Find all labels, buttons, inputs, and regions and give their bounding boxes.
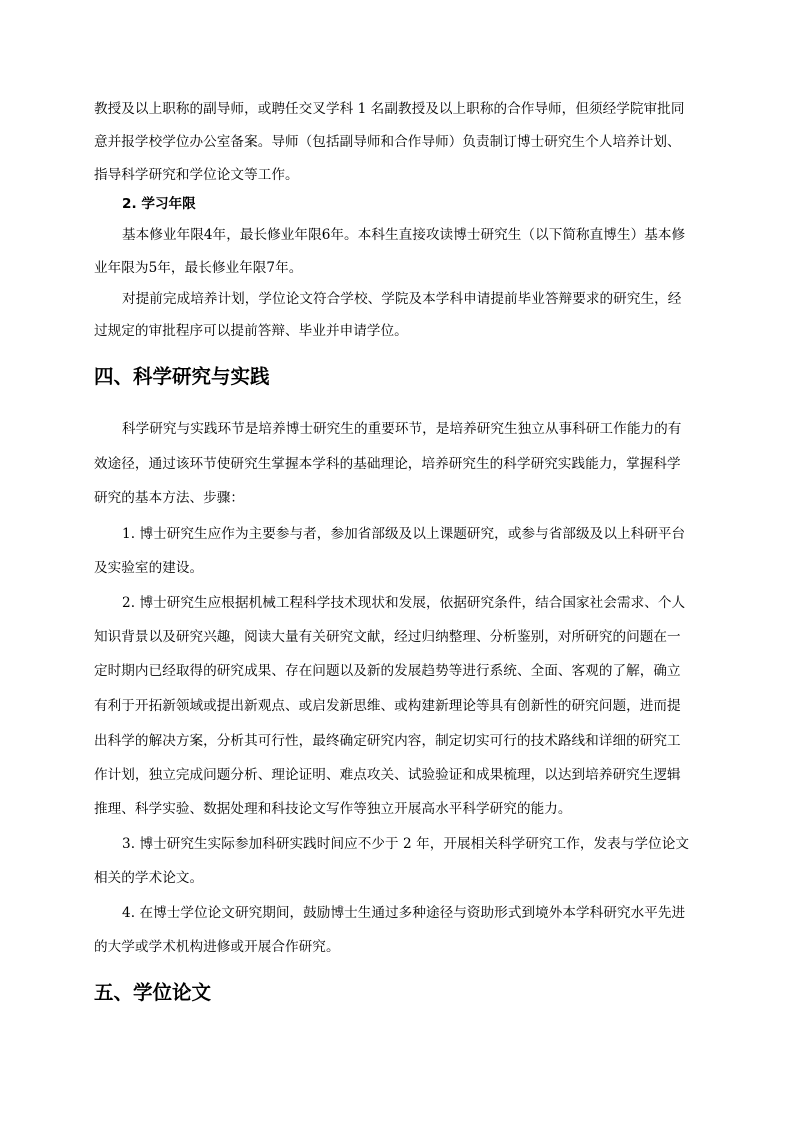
text-line: 意并报学校学位办公室备案。导师（包括副导师和合作导师）负责制订博士研究生个人培养计划、 — [94, 134, 681, 150]
text-line: 1. 博士研究生应作为主要参与者，参加省部级及以上课题研究，或参与省部级及以上科研平台 — [122, 526, 686, 542]
text-line: 3. 博士研究生实际参加科研实践时间应不少于 2 年，开展相关科学研究工作，发表与学位论文 — [122, 836, 689, 852]
text-line: 基本修业年限4年，最长修业年限6年。本科生直接攻读博士研究生（以下简称直博生）基本修 — [122, 227, 686, 243]
text-line: 2. 博士研究生应根据机械工程科学技术现状和发展，依据研究条件，结合国家社会需求、个人 — [122, 595, 686, 611]
text-line: 教授及以上职称的副导师，或聘任交叉学科 1 名副教授及以上职称的合作导师，但须经学院审批同 — [94, 101, 685, 117]
text-line: 定时期内已经取得的研究成果、存在问题以及新的发展趋势等进行系统、全面、客观的了解，确立 — [94, 663, 681, 679]
text-line: 的大学或学术机构进修或开展合作研究。 — [94, 939, 340, 955]
text-line: 出科学的解决方案，分析其可行性，最终确定研究内容，制定切实可行的技术路线和详细的研究工 — [94, 733, 681, 749]
subsection-heading-study-period: 2. 学习年限 — [122, 196, 196, 212]
text-line: 推理、科学实验、数据处理和科技论文写作等独立开展高水平科学研究的能力。 — [94, 801, 572, 817]
text-line: 业年限为5年，最长修业年限7年。 — [94, 260, 303, 276]
text-line: 作计划，独立完成问题分析、理论证明、难点攻关、试验验证和成果梳理，以达到培养研究生逻辑 — [94, 767, 681, 783]
text-line: 过规定的审批程序可以提前答辩、毕业并申请学位。 — [94, 323, 408, 339]
text-line: 研究的基本方法、步骤： — [94, 490, 245, 506]
text-line: 指导科学研究和学位论文等工作。 — [94, 167, 299, 183]
text-line: 相关的学术论文。 — [94, 870, 204, 886]
text-line: 知识背景以及研究兴趣，阅读大量有关研究文献，经过归纳整理、分析鉴别，对所研究的问题在一 — [94, 629, 681, 645]
text-line: 及实验室的建设。 — [94, 560, 204, 576]
text-line: 效途径，通过该环节使研究生掌握本学科的基础理论，培养研究生的科学研究实践能力，掌握科学 — [94, 456, 681, 472]
section-heading-research-practice: 四、科学研究与实践 — [94, 365, 270, 388]
text-line: 4. 在博士学位论文研究期间，鼓励博士生通过多种途径与资助形式到境外本学科研究水平先进 — [122, 905, 686, 921]
text-line: 有利于开拓新领域或提出新观点、或启发新思维、或构建新理论等具有创新性的研究问题，进而提 — [94, 698, 681, 714]
section-heading-dissertation: 五、学位论文 — [94, 981, 212, 1004]
text-line: 科学研究与实践环节是培养博士研究生的重要环节，是培养研究生独立从事科研工作能力的有 — [122, 421, 682, 437]
text-line: 对提前完成培养计划，学位论文符合学校、学院及本学科申请提前毕业答辩要求的研究生，经 — [122, 291, 682, 307]
